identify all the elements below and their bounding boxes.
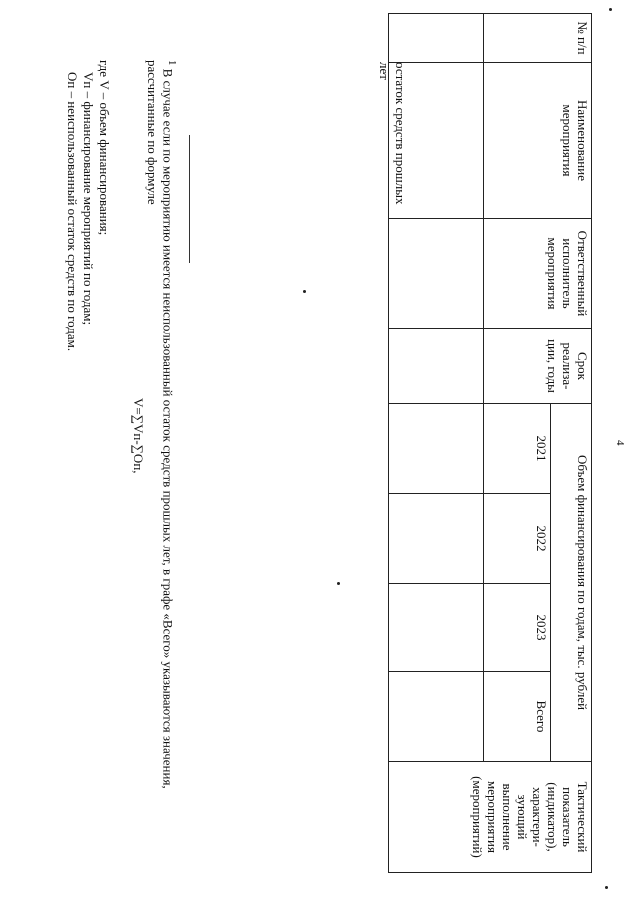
scan-speck [609,8,612,11]
header-year-2021: 2021 [484,404,551,494]
cell-2021 [389,404,484,494]
header-num: № п/п [484,14,592,63]
header-term: Срок реализа-ции, годы [484,329,592,404]
footnote-formula: V=∑Vп-∑Oп, [131,398,146,474]
table-header-row [551,14,592,873]
scan-speck [605,886,608,889]
page-number: 4 [614,440,626,446]
cell-executor [389,219,484,329]
cell-term [389,329,484,404]
header-executor: Ответственный исполнитель мероприятия [484,219,592,329]
cell-2023 [389,584,484,672]
cell-num [389,14,484,63]
footnote-where: где V – объем финансирования; [97,60,112,236]
scan-speck [337,582,340,585]
header-year-2023: 2023 [484,584,551,672]
cell-2022 [389,494,484,584]
financing-table [388,13,592,873]
header-volume: Объем финансирования по годам, тыс. рублей [551,404,592,762]
header-year-2022: 2022 [484,494,551,584]
header-indicator: Тактический показатель (индикатор), характери-зующий выполнение мероприятия (мероприятий) [389,762,592,873]
scan-speck [303,290,306,293]
footnote-text [144,60,180,860]
footnote-on: Oп – неиспользованный остаток средств по годам. [65,72,80,352]
header-total: Всего [484,672,551,762]
header-name: Наименование мероприятия [484,63,592,219]
footnote-vn: Vп – финансирование мероприятий по годам; [81,72,96,326]
footnote-body: В случае если по мероприятию имеется неиспользованный остаток средств прошлых лет, в графе «Всего» указываются значения, рассчитанные по формуле [144,60,176,789]
row-name-text: остаток средств прошлых лет [377,62,408,205]
cell-total [389,672,484,762]
footnote-marker: 1 [166,60,178,66]
footnote-divider [189,135,190,263]
